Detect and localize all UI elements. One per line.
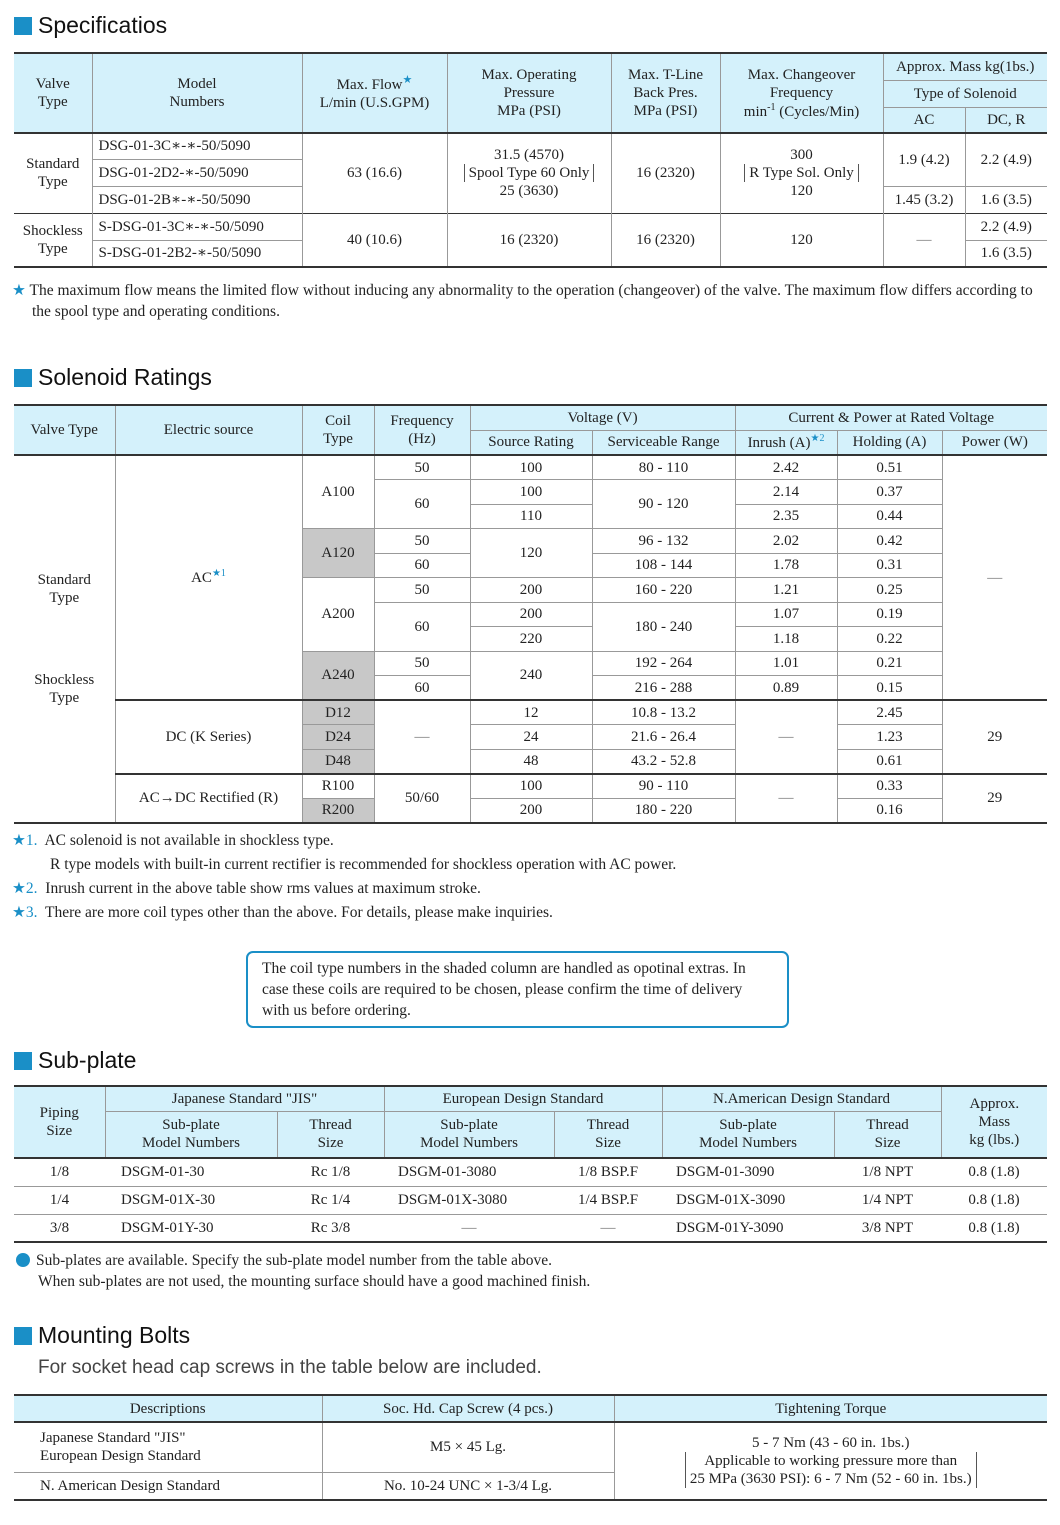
src-cell: 24 [470, 725, 592, 750]
hold-cell: 0.33 [837, 774, 942, 799]
inrush-cell: 2.35 [735, 504, 837, 529]
hold-cell: 1.23 [837, 725, 942, 750]
subplate-note: Sub-plates are available. Specify the sub-plate model number from the table above. When sub-plates are not used, the mounting surface should have a good machined finish. [16, 1250, 590, 1292]
header-ac: AC [883, 107, 965, 133]
inrush-cell: 1.21 [735, 578, 837, 603]
standard-type-label: Standard Type [26, 156, 80, 191]
src-cell: 100 [470, 455, 592, 480]
section-title-solenoid [14, 364, 212, 391]
header-voltage: Voltage (V) [470, 405, 735, 430]
header-valve-type: Valve Type [14, 53, 92, 133]
std-mass-ac: 1.9 (4.2) [883, 133, 965, 186]
thread-cell: 3/8 NPT [861, 1219, 914, 1236]
model-cell: DSGM-01-3090 [676, 1164, 775, 1181]
size-cell: 1/8 [49, 1164, 70, 1181]
range-cell: 180 - 240 [592, 602, 735, 651]
freq-cell: 50 [374, 455, 470, 480]
model-cell: DSGM-01-3080 [398, 1164, 497, 1181]
star-icon: ★ [12, 282, 26, 299]
range-cell: 216 - 288 [592, 676, 735, 701]
coil-a200: A200 [302, 578, 374, 652]
shk-mass-dc-1: 2.2 (4.9) [965, 213, 1047, 240]
r-freq: 50/60 [374, 774, 470, 823]
shk-freq: 120 [720, 213, 883, 267]
screw-m5: M5 × 45 Lg. [322, 1422, 614, 1472]
section-title-specifications [14, 12, 167, 39]
freq-cell: 50 [374, 578, 470, 603]
header-current-power: Current & Power at Rated Voltage [735, 405, 1047, 430]
section-title-subplate [14, 1047, 136, 1074]
r-inrush: — [735, 774, 837, 823]
thread-cell: — [600, 1219, 616, 1236]
header-max-operating-pressure: Max. Operating Pressure MPa (PSI) [447, 53, 611, 133]
shockless-type-label: Shockless Type [34, 671, 95, 706]
desc-jis-eu: Japanese Standard "JIS" European Design Standard [40, 1430, 201, 1465]
range-cell: 108 - 144 [592, 553, 735, 578]
spec-note: ★ The maximum flow means the limited flow without inducing any abnormality to the operation (changeover) of the valve. The maximum flow differs according to the spool type and operating conditions. [12, 282, 1033, 320]
shk-mass-ac: — [883, 213, 965, 267]
header-descriptions: Descriptions [14, 1395, 322, 1422]
header-mass: Approx. Mass kg (lbs.) [941, 1086, 1047, 1158]
star-icon: ★ [810, 432, 820, 444]
src-cell: 12 [470, 700, 592, 725]
header-electric-source: Electric source [115, 405, 302, 455]
freq-cell: 60 [374, 602, 470, 651]
acdc-source: AC→DC Rectified (R) [115, 774, 302, 823]
solenoid-table [14, 404, 1047, 824]
square-bullet-icon [14, 369, 32, 387]
shk-flow: 40 (10.6) [302, 213, 447, 267]
model-number: DSG-01-2B∗-∗-50/5090 [92, 186, 302, 213]
header-frequency: Frequency (Hz) [374, 405, 470, 455]
inrush-cell: 2.02 [735, 529, 837, 554]
coil-d48: D48 [302, 749, 374, 774]
hold-cell: 0.31 [837, 553, 942, 578]
star-icon: ★ [12, 880, 26, 897]
model-cell: DSGM-01X-3090 [676, 1192, 786, 1208]
header-jis: Japanese Standard "JIS" [105, 1086, 384, 1111]
src-cell: 48 [470, 749, 592, 774]
r-power: 29 [942, 774, 1047, 823]
std-tline: 16 (2320) [611, 133, 720, 213]
src-cell: 240 [470, 651, 592, 700]
model-cell: DSGM-01Y-3090 [676, 1219, 784, 1236]
mass-cell: 0.8 (1.8) [968, 1192, 1020, 1208]
header-holding: Holding (A) [837, 430, 942, 455]
header-max-changeover: Max. Changeover Frequency $\min^{-1}$ (Cycles/Min) [720, 53, 883, 133]
coil-r200: R200 [302, 798, 374, 823]
desc-na: N. American Design Standard [40, 1477, 220, 1494]
section-title-bolts [14, 1322, 190, 1349]
src-cell: 200 [470, 602, 592, 627]
header-max-flow: Max. Flow★ L/min (U.S.GPM) [302, 53, 447, 133]
header-thread: Thread Size [277, 1111, 384, 1158]
coil-a100: A100 [302, 455, 374, 529]
inrush-cell: 1.18 [735, 627, 837, 652]
freq-cell: 60 [374, 676, 470, 701]
hold-cell: 0.51 [837, 455, 942, 480]
coil-a240: A240 [302, 651, 374, 700]
mass-cell: 0.8 (1.8) [968, 1219, 1020, 1236]
freq-cell: 50 [374, 529, 470, 554]
range-cell: 192 - 264 [592, 651, 735, 676]
model-cell: DSGM-01X-3080 [398, 1192, 508, 1208]
header-thread: Thread Size [834, 1111, 941, 1158]
src-cell: 100 [470, 480, 592, 505]
model-cell: DSGM-01Y-30 [121, 1219, 214, 1236]
ac-power: — [942, 455, 1047, 700]
src-cell: 200 [470, 578, 592, 603]
inrush-cell: 0.89 [735, 676, 837, 701]
star-icon: ★ [211, 568, 221, 579]
thread-cell: Rc 3/8 [310, 1219, 351, 1236]
header-model-numbers: Model Numbers [92, 53, 302, 133]
inrush-cell: 1.01 [735, 651, 837, 676]
header-torque: Tightening Torque [614, 1395, 1047, 1422]
section-title-text: Solenoid Ratings [38, 364, 212, 390]
model-number: S-DSG-01-3C∗-∗-50/5090 [92, 213, 302, 240]
header-coil-type: Coil Type [302, 405, 374, 455]
header-source-rating: Source Rating [470, 430, 592, 455]
header-inrush: Inrush $(A)^{★2}$ [735, 430, 837, 455]
thread-cell: Rc 1/4 [310, 1192, 351, 1208]
std-freq: 300 R Type Sol. Only 120 [720, 133, 883, 213]
hold-cell: 0.61 [837, 749, 942, 774]
screw-unc: No. 10-24 UNC × 1-3/4 Lg. [322, 1472, 614, 1500]
header-sub-model: Sub-plate Model Numbers [105, 1111, 277, 1158]
note-1: ★1. AC solenoid is not available in shockless type. [12, 832, 334, 849]
std-mass-ac-2: 1.45 (3.2) [883, 186, 965, 213]
note-3: ★3. There are more coil types other than the above. For details, please make inquiries. [12, 904, 553, 921]
std-mass-dc-2: 1.6 (3.5) [965, 186, 1047, 213]
hold-cell: 0.21 [837, 651, 942, 676]
freq-cell: 60 [374, 553, 470, 578]
range-cell: 160 - 220 [592, 578, 735, 603]
hold-cell: 0.25 [837, 578, 942, 603]
section-title-text: Mounting Bolts [38, 1322, 191, 1348]
model-number: DSG-01-3C∗-∗-50/5090 [92, 133, 302, 159]
star-icon: ★ [12, 832, 26, 849]
star-icon: ★ [402, 74, 413, 86]
hold-cell: 2.45 [837, 700, 942, 725]
dc-inrush: — [735, 700, 837, 774]
header-piping-size: Piping Size [14, 1086, 105, 1158]
table-row [14, 1158, 1047, 1186]
shk-tline: 16 (2320) [611, 213, 720, 267]
range-cell: 10.8 - 13.2 [592, 700, 735, 725]
coil-r100: R100 [302, 774, 374, 799]
header-serviceable-range: Serviceable Range [592, 430, 735, 455]
hold-cell: 0.22 [837, 627, 942, 652]
range-cell: 21.6 - 26.4 [592, 725, 735, 750]
torque-cell: 5 - 7 Nm (43 - 60 in. 1bs.) Applicable to working pressure more than 25 MPa (3630 PSI): 6 - 7 Nm (52 - 60 in. 1bs.) [614, 1422, 1047, 1500]
bolts-table [14, 1394, 1047, 1501]
coil-d24: D24 [302, 725, 374, 750]
header-eu: European Design Standard [384, 1086, 662, 1111]
range-cell: 43.2 - 52.8 [592, 749, 735, 774]
range-cell: 80 - 110 [592, 455, 735, 480]
hold-cell: 0.19 [837, 602, 942, 627]
std-pressure: 31.5 (4570) Spool Type 60 Only 25 (3630) [447, 133, 611, 213]
thread-cell: 1/4 NPT [861, 1192, 914, 1208]
note-1b: R type models with built-in current rectifier is recommended for shockless operation with AC power. [50, 856, 677, 873]
inrush-cell: 1.78 [735, 553, 837, 578]
std-mass-dc: 2.2 (4.9) [965, 133, 1047, 186]
src-cell: 100 [470, 774, 592, 799]
dc-freq: — [374, 700, 470, 774]
hold-cell: 0.15 [837, 676, 942, 701]
hold-cell: 0.42 [837, 529, 942, 554]
ac-source: $AC^{★1}$ [115, 455, 302, 700]
coil-info-box: The coil type numbers in the shaded column are handled as opotinal extras. In case these coils are required to be chosen, please confirm the time of delivery with us before ordering. [246, 951, 789, 1028]
subplate-table [14, 1085, 1047, 1243]
std-flow: 63 (16.6) [302, 133, 447, 213]
table-row [14, 1186, 1047, 1214]
coil-a120: A120 [302, 529, 374, 578]
freq-cell: 50 [374, 651, 470, 676]
src-cell: 110 [470, 504, 592, 529]
square-bullet-icon [14, 1327, 32, 1345]
shockless-type-label: Shockless Type [14, 213, 92, 267]
range-cell: 90 - 120 [592, 480, 735, 529]
hold-cell: 0.16 [837, 798, 942, 823]
section-title-text: Specificatios [38, 12, 168, 38]
header-dc-r: DC, R [965, 107, 1047, 133]
coil-d12: D12 [302, 700, 374, 725]
header-thread: Thread Size [554, 1111, 662, 1158]
model-number: S-DSG-01-2B2-∗-50/5090 [92, 240, 302, 267]
star-icon: ★ [12, 904, 26, 921]
header-valve-type: Valve Type [14, 405, 115, 455]
specifications-table [14, 52, 1047, 268]
range-cell: 180 - 220 [592, 798, 735, 823]
bolts-subtitle: For socket head cap screws in the table below are included. [38, 1357, 542, 1378]
standard-type-label: Standard Type [37, 571, 91, 606]
src-cell: 120 [470, 529, 592, 578]
shk-pressure: 16 (2320) [447, 213, 611, 267]
header-type-of-solenoid: Type of Solenoid [883, 80, 1047, 107]
thread-cell: 1/8 NPT [861, 1164, 914, 1181]
valve-type-cell [14, 455, 115, 823]
model-number: DSG-01-2D2-∗-50/5090 [92, 159, 302, 186]
model-cell: DSGM-01X-30 [121, 1192, 216, 1208]
shk-mass-dc-2: 1.6 (3.5) [965, 240, 1047, 267]
header-sub-model: Sub-plate Model Numbers [384, 1111, 554, 1158]
section-title-text: Sub-plate [38, 1047, 137, 1073]
size-cell: 1/4 [49, 1192, 70, 1208]
square-bullet-icon [14, 1052, 32, 1070]
thread-cell: 1/4 BSP.F [578, 1192, 639, 1208]
size-cell: 3/8 [49, 1219, 70, 1236]
inrush-cell: 2.42 [735, 455, 837, 480]
bullet-dot-icon [16, 1253, 30, 1267]
freq-cell: 60 [374, 480, 470, 529]
model-cell: — [461, 1219, 477, 1236]
solenoid-notes [12, 830, 676, 923]
range-cell: 90 - 110 [592, 774, 735, 799]
mass-cell: 0.8 (1.8) [968, 1164, 1020, 1181]
src-cell: 220 [470, 627, 592, 652]
inrush-cell: 1.07 [735, 602, 837, 627]
dc-source: DC (K Series) [115, 700, 302, 774]
header-max-tline: Max. T-Line Back Pres. MPa (PSI) [611, 53, 720, 133]
src-cell: 200 [470, 798, 592, 823]
header-screw: Soc. Hd. Cap Screw (4 pcs.) [322, 1395, 614, 1422]
square-bullet-icon [14, 17, 32, 35]
inrush-cell: 2.14 [735, 480, 837, 505]
note-2: ★2. Inrush current in the above table show rms values at maximum stroke. [12, 880, 481, 897]
header-na: N.American Design Standard [662, 1086, 941, 1111]
table-row [14, 1214, 1047, 1242]
header-approx-mass: Approx. Mass kg(1bs.) [883, 53, 1047, 80]
hold-cell: 0.37 [837, 480, 942, 505]
header-sub-model: Sub-plate Model Numbers [662, 1111, 834, 1158]
dc-power: 29 [942, 700, 1047, 774]
hold-cell: 0.44 [837, 504, 942, 529]
thread-cell: 1/8 BSP.F [578, 1164, 639, 1181]
thread-cell: Rc 1/8 [310, 1164, 351, 1181]
header-power: Power (W) [942, 430, 1047, 455]
model-cell: DSGM-01-30 [121, 1164, 205, 1181]
range-cell: 96 - 132 [592, 529, 735, 554]
